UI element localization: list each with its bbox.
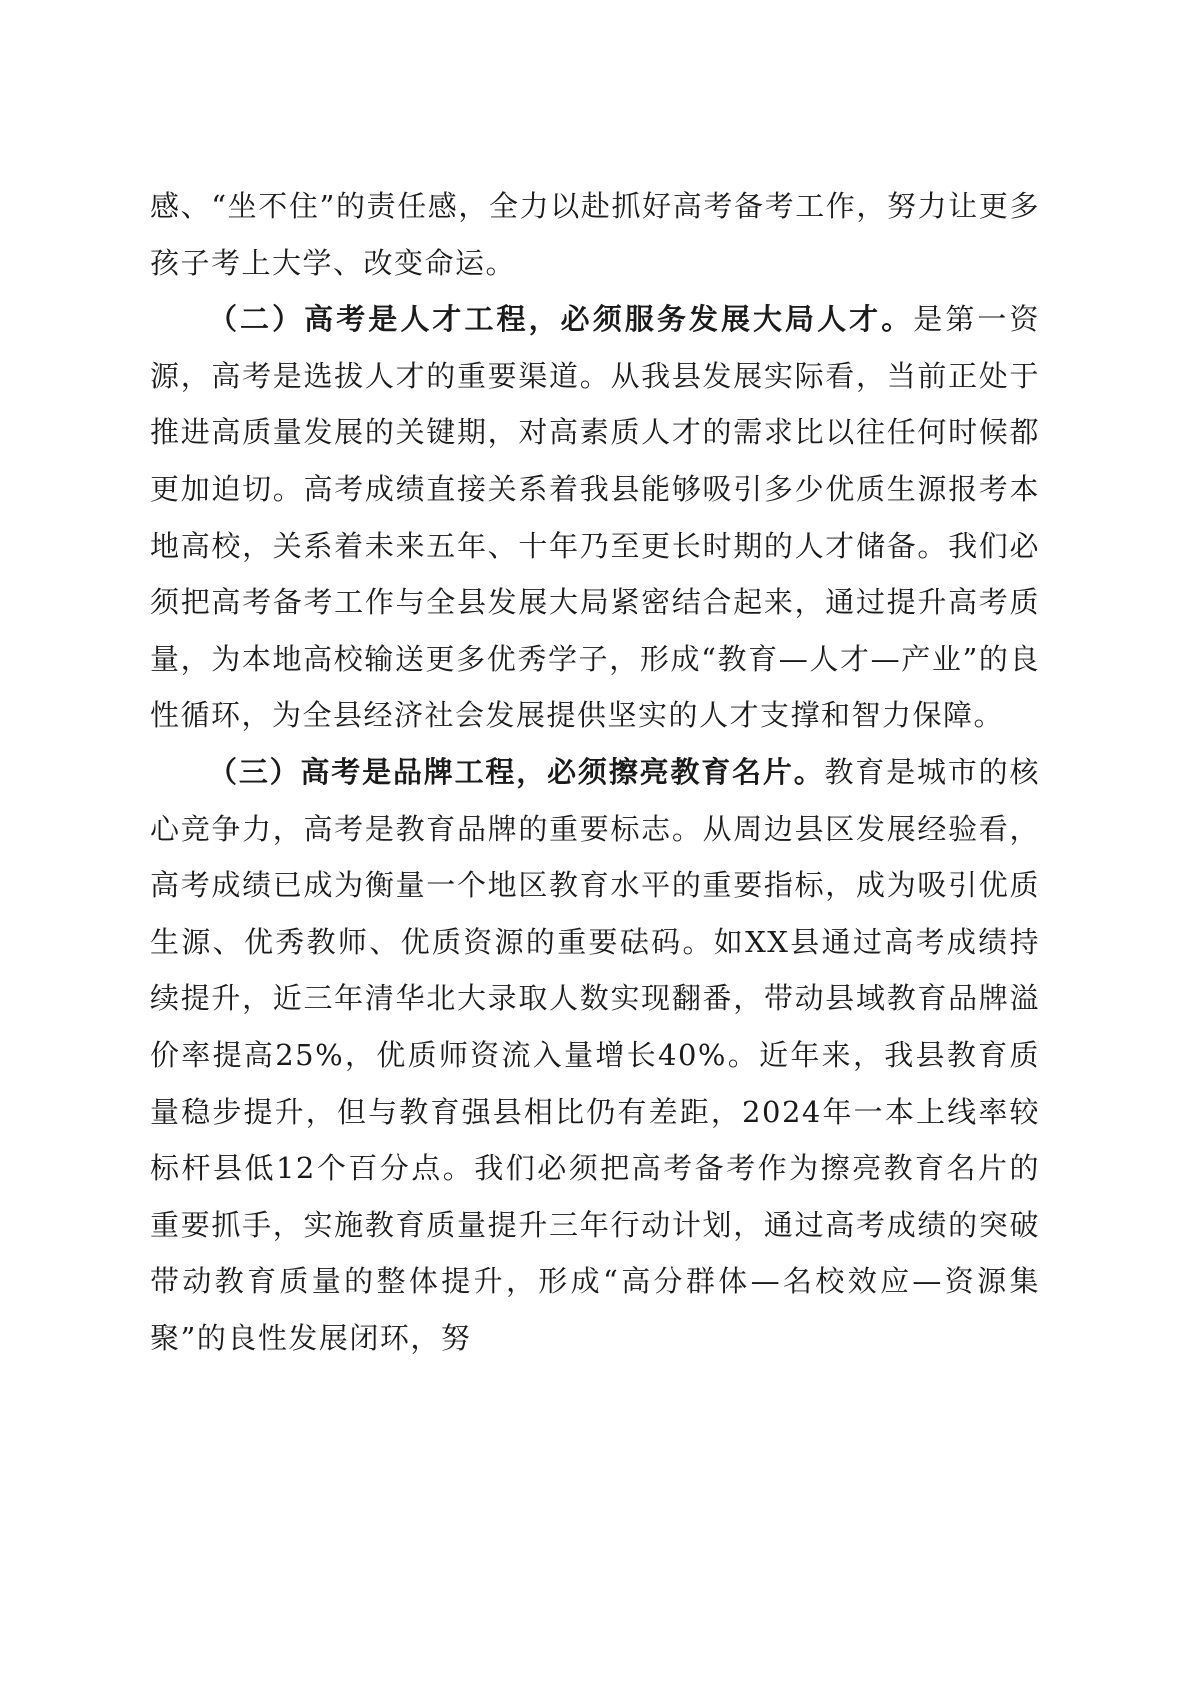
document-body [150, 178, 1040, 1366]
paragraph-text: 是第一资源，高考是选拔人才的重要渠道。从我县发展实际看，当前正处于推进高质量发展的关键期，对高素质人才的需求比以往任何时候都更加迫切。高考成绩直接关系着我县能够吸引多少优质生源报考本地高校，关系着未来五年、十年乃至更长时期的人才储备。我们必须把高考备考工作与全县发展大局紧密结合起来，通过提升高考质量，为本地高校输送更多优秀学子，形成“教育—人才—产业”的良性循环，为全县经济社会发展提供坚实的人才支撑和智力保障。 [150, 302, 1040, 733]
paragraph-brand-project [150, 744, 1040, 1367]
section-heading-brand: （三）高考是品牌工程，必须擦亮教育名片。 [208, 754, 825, 789]
paragraph-talent-project [150, 291, 1040, 744]
paragraph-text: 感、“坐不住”的责任感，全力以赴抓好高考备考工作，努力让更多孩子考上大学、改变命运。 [150, 189, 1040, 280]
paragraph-text: 教育是城市的核心竞争力，高考是教育品牌的重要标志。从周边县区发展经验看，高考成绩已成为衡量一个地区教育水平的重要指标，成为吸引优质生源、优秀教师、优质资源的重要砝码。如XX县通过高考成绩持续提升，近三年清华北大录取人数实现翻番，带动县域教育品牌溢价率提高25%，优质师资流入量增长40%。近年来，我县教育质量稳步提升，但与教育强县相比仍有差距，2024年一本上线率较标杆县低12个百分点。我们必须把高考备考作为擦亮教育名片的重要抓手，实施教育质量提升三年行动计划，通过高考成绩的突破带动教育质量的整体提升，形成“高分群体—名校效应—资源集聚”的良性发展闭环，努 [150, 754, 1040, 1355]
section-heading-talent: （二）高考是人才工程，必须服务发展大局人才。 [208, 302, 914, 337]
paragraph-continuation [150, 178, 1040, 291]
